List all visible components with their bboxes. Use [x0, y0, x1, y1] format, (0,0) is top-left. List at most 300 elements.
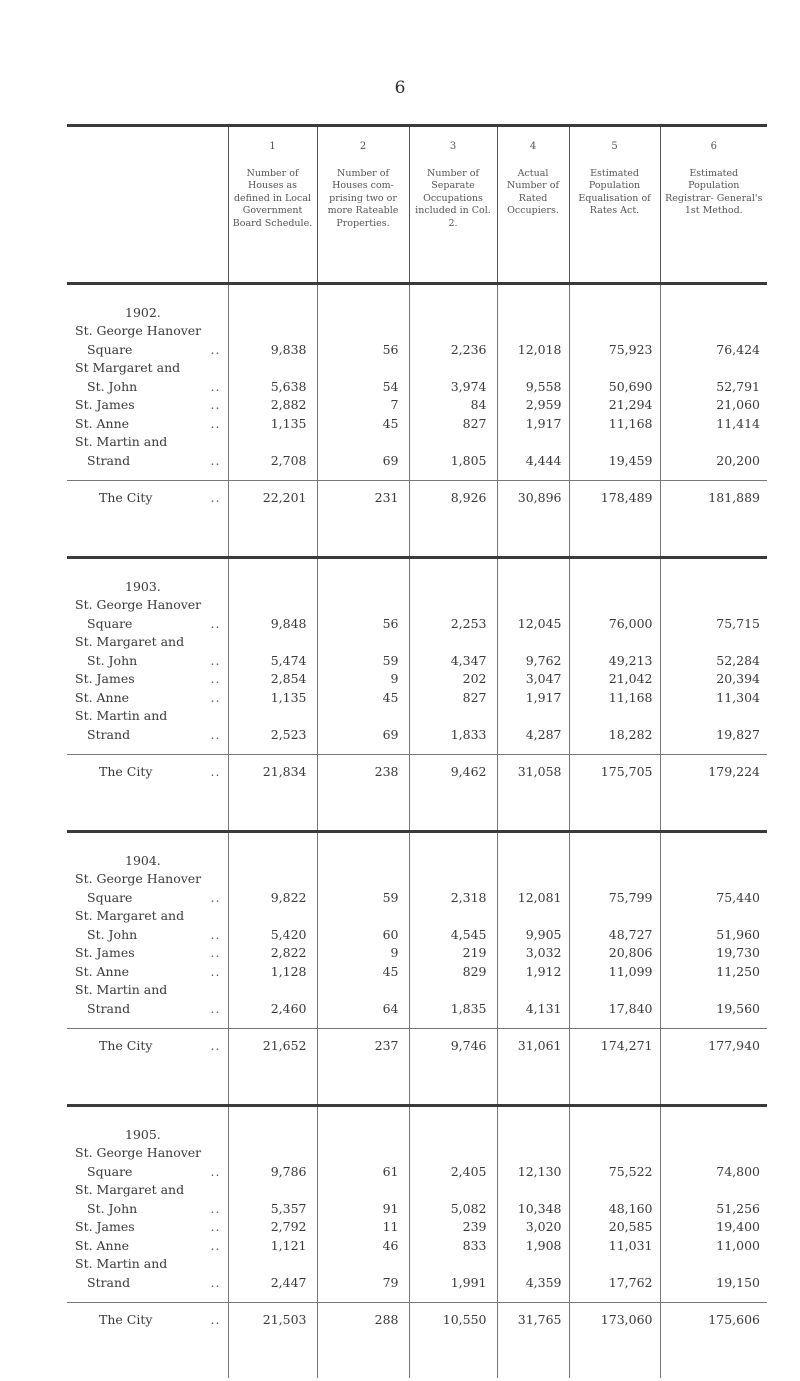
district-name: St. Anne — [75, 1237, 130, 1253]
value-col-3: 2,318 — [409, 889, 497, 908]
empty-cell — [497, 1106, 569, 1126]
table-row — [67, 396, 767, 415]
table-row — [67, 689, 767, 708]
value-col-1: 5,638 — [228, 378, 317, 397]
value-col-2: 59 — [317, 889, 409, 908]
total-col-1: 21,503 — [228, 1303, 317, 1338]
total-col-5: 175,705 — [569, 755, 660, 790]
empty-cell — [409, 1125, 497, 1144]
total-col-3: 8,926 — [409, 481, 497, 516]
empty-cell — [409, 907, 497, 926]
spacer-row — [67, 789, 767, 832]
district-name: Strand — [87, 1274, 131, 1290]
value-col-1: 5,357 — [228, 1200, 317, 1219]
header-row — [67, 126, 767, 284]
total-col-5: 178,489 — [569, 481, 660, 516]
empty-cell — [409, 470, 497, 481]
empty-cell — [228, 907, 317, 926]
empty-cell — [569, 558, 660, 578]
empty-cell — [569, 981, 660, 1000]
table-row — [67, 378, 767, 397]
empty-cell — [228, 433, 317, 452]
empty-cell — [497, 470, 569, 481]
empty-cell — [409, 433, 497, 452]
column-description: Estimated Population Registrar- General's 1st Method. — [665, 167, 763, 216]
table-row — [67, 670, 767, 689]
value-col-2: 69 — [317, 452, 409, 471]
empty-cell — [660, 907, 767, 926]
value-col-1: 2,854 — [228, 670, 317, 689]
empty-cell — [317, 633, 409, 652]
table-row — [67, 652, 767, 671]
empty-cell — [317, 907, 409, 926]
district-name-cell — [67, 396, 228, 415]
value-col-4: 12,130 — [497, 1163, 569, 1182]
empty-cell — [409, 981, 497, 1000]
value-col-6: 51,256 — [660, 1200, 767, 1219]
value-col-1: 5,474 — [228, 652, 317, 671]
empty-cell — [569, 596, 660, 615]
empty-cell — [497, 1063, 569, 1106]
empty-cell — [409, 1106, 497, 1126]
value-col-6: 75,440 — [660, 889, 767, 908]
empty-cell — [660, 515, 767, 558]
empty-cell — [660, 1018, 767, 1029]
district-name-cell — [67, 341, 228, 360]
value-col-4: 2,959 — [497, 396, 569, 415]
district-name: St. James — [75, 1219, 135, 1234]
district-name: Square — [87, 889, 133, 905]
leader-dots: .. — [210, 671, 221, 686]
empty-cell — [228, 981, 317, 1000]
empty-cell — [660, 1125, 767, 1144]
empty-cell — [497, 433, 569, 452]
total-row — [67, 1303, 767, 1338]
spacer-row — [67, 1292, 767, 1303]
district-name: Square — [87, 1163, 133, 1179]
empty-cell — [660, 596, 767, 615]
total-col-3: 9,462 — [409, 755, 497, 790]
empty-cell — [497, 596, 569, 615]
total-col-2: 238 — [317, 755, 409, 790]
leader-dots: .. — [210, 726, 221, 742]
column-number: 2 — [359, 141, 367, 152]
district-name-cell — [67, 670, 228, 689]
value-col-2: 45 — [317, 963, 409, 982]
table-row — [67, 1163, 767, 1182]
value-col-2: 45 — [317, 415, 409, 434]
value-col-2: 9 — [317, 944, 409, 963]
empty-cell — [569, 1337, 660, 1378]
empty-cell — [660, 577, 767, 596]
empty-cell — [660, 744, 767, 755]
leader-dots: .. — [210, 452, 221, 468]
total-col-6: 181,889 — [660, 481, 767, 516]
empty-cell — [228, 851, 317, 870]
value-col-5: 21,042 — [569, 670, 660, 689]
value-col-6: 52,791 — [660, 378, 767, 397]
empty-cell — [569, 1125, 660, 1144]
empty-cell — [497, 1144, 569, 1163]
leader-dots: .. — [210, 763, 221, 779]
district-name-cell — [67, 889, 228, 908]
empty-cell — [569, 515, 660, 558]
empty-cell — [409, 633, 497, 652]
empty-cell — [317, 1125, 409, 1144]
empty-cell — [67, 284, 228, 304]
empty-cell — [497, 633, 569, 652]
empty-cell — [317, 707, 409, 726]
empty-cell — [497, 789, 569, 832]
empty-cell — [497, 558, 569, 578]
value-col-5: 11,099 — [569, 963, 660, 982]
column-header-2 — [317, 126, 409, 284]
empty-cell — [569, 577, 660, 596]
empty-cell — [67, 558, 228, 578]
year-row — [67, 577, 767, 596]
empty-cell — [317, 1337, 409, 1378]
value-col-5: 75,522 — [569, 1163, 660, 1182]
value-col-5: 49,213 — [569, 652, 660, 671]
value-col-6: 11,304 — [660, 689, 767, 708]
leader-dots: .. — [210, 615, 221, 631]
empty-cell — [660, 851, 767, 870]
value-col-2: 69 — [317, 726, 409, 745]
empty-cell — [409, 870, 497, 889]
value-col-3: 827 — [409, 689, 497, 708]
value-col-5: 50,690 — [569, 378, 660, 397]
district-name-row — [67, 322, 767, 341]
empty-cell — [660, 433, 767, 452]
empty-cell — [317, 744, 409, 755]
empty-cell — [569, 744, 660, 755]
empty-cell — [660, 1337, 767, 1378]
empty-cell — [409, 284, 497, 304]
empty-cell — [497, 303, 569, 322]
empty-cell — [317, 1255, 409, 1274]
column-header-4 — [497, 126, 569, 284]
value-col-4: 9,762 — [497, 652, 569, 671]
empty-cell — [497, 870, 569, 889]
table-row — [67, 944, 767, 963]
spacer-row — [67, 515, 767, 558]
year-label: 1902. — [125, 304, 161, 320]
empty-cell — [317, 303, 409, 322]
empty-cell — [497, 981, 569, 1000]
empty-cell — [409, 1063, 497, 1106]
district-name-row — [67, 707, 767, 726]
column-description: Number of Houses com- prising two or more Rateable Properties. — [327, 167, 399, 229]
empty-cell — [497, 907, 569, 926]
empty-cell — [317, 1144, 409, 1163]
table-row — [67, 926, 767, 945]
empty-cell — [228, 633, 317, 652]
district-name-cell — [67, 726, 228, 745]
district-name-line1: St. George Hanover — [75, 1145, 202, 1160]
empty-cell — [228, 1144, 317, 1163]
empty-cell — [67, 470, 228, 481]
empty-cell — [67, 1337, 228, 1378]
leader-dots: .. — [210, 945, 221, 960]
empty-cell — [67, 1292, 228, 1303]
empty-cell — [67, 1018, 228, 1029]
column-description: Number of Houses as defined in Local Government Board Schedule. — [232, 167, 313, 229]
empty-cell — [409, 1255, 497, 1274]
total-label-cell — [67, 481, 228, 516]
value-col-4: 4,359 — [497, 1274, 569, 1293]
total-col-6: 179,224 — [660, 755, 767, 790]
district-name-line1: St. George Hanover — [75, 597, 202, 612]
column-number: 5 — [611, 141, 618, 152]
year-label: 1903. — [125, 578, 161, 594]
value-col-6: 20,200 — [660, 452, 767, 471]
empty-cell — [497, 832, 569, 852]
value-col-3: 2,405 — [409, 1163, 497, 1182]
empty-cell — [317, 515, 409, 558]
empty-cell — [409, 1018, 497, 1029]
leader-dots: .. — [210, 1000, 221, 1016]
value-col-6: 19,730 — [660, 944, 767, 963]
district-name: St. James — [75, 945, 135, 960]
district-name-cell — [67, 1237, 228, 1256]
leader-dots: .. — [210, 689, 221, 705]
empty-cell — [569, 1063, 660, 1106]
empty-cell — [317, 1106, 409, 1126]
empty-cell — [67, 1063, 228, 1106]
empty-cell — [228, 303, 317, 322]
district-name-line1: St. Margaret and — [75, 1182, 185, 1197]
value-col-2: 56 — [317, 615, 409, 634]
value-col-2: 61 — [317, 1163, 409, 1182]
leader-dots: .. — [210, 889, 221, 905]
value-col-1: 5,420 — [228, 926, 317, 945]
value-col-4: 10,348 — [497, 1200, 569, 1219]
column-number: 6 — [710, 141, 717, 152]
empty-cell — [569, 470, 660, 481]
empty-cell — [228, 515, 317, 558]
empty-cell — [569, 1255, 660, 1274]
leader-dots: .. — [210, 415, 221, 431]
empty-cell — [228, 1106, 317, 1126]
empty-cell — [660, 284, 767, 304]
empty-cell — [409, 707, 497, 726]
empty-cell — [569, 907, 660, 926]
year-row — [67, 1125, 767, 1144]
value-col-5: 75,799 — [569, 889, 660, 908]
table-row — [67, 1218, 767, 1237]
empty-cell — [569, 322, 660, 341]
district-name-row — [67, 359, 767, 378]
district-name-cell — [67, 944, 228, 963]
empty-cell — [660, 832, 767, 852]
empty-cell — [409, 744, 497, 755]
value-col-2: 7 — [317, 396, 409, 415]
district-name: Square — [87, 341, 133, 357]
empty-cell — [660, 1144, 767, 1163]
value-col-1: 2,792 — [228, 1218, 317, 1237]
empty-cell — [228, 470, 317, 481]
value-col-2: 59 — [317, 652, 409, 671]
empty-cell — [497, 1337, 569, 1378]
value-col-2: 54 — [317, 378, 409, 397]
value-col-6: 20,394 — [660, 670, 767, 689]
empty-cell — [228, 744, 317, 755]
value-col-3: 827 — [409, 415, 497, 434]
value-col-5: 21,294 — [569, 396, 660, 415]
spacer-row — [67, 832, 767, 852]
value-col-2: 9 — [317, 670, 409, 689]
column-description: Estimated Population Equalisation of Rates Act. — [578, 167, 651, 216]
total-col-6: 177,940 — [660, 1029, 767, 1064]
table-row — [67, 963, 767, 982]
district-name-cell — [67, 1163, 228, 1182]
leader-dots: .. — [210, 1237, 221, 1253]
empty-cell — [317, 470, 409, 481]
empty-cell — [317, 284, 409, 304]
value-col-1: 2,523 — [228, 726, 317, 745]
empty-cell — [660, 981, 767, 1000]
total-col-2: 237 — [317, 1029, 409, 1064]
year-row — [67, 303, 767, 322]
value-col-6: 74,800 — [660, 1163, 767, 1182]
district-name-row — [67, 981, 767, 1000]
empty-cell — [569, 832, 660, 852]
district-name-row — [67, 1181, 767, 1200]
empty-cell — [228, 322, 317, 341]
leader-dots: .. — [210, 1163, 221, 1179]
district-name: St. James — [75, 397, 135, 412]
value-col-5: 11,031 — [569, 1237, 660, 1256]
empty-cell — [409, 832, 497, 852]
district-name-line1: St. Martin and — [75, 1256, 168, 1271]
leader-dots: .. — [210, 963, 221, 979]
column-number: 3 — [449, 141, 457, 152]
empty-cell — [497, 1292, 569, 1303]
empty-cell — [569, 359, 660, 378]
value-col-3: 239 — [409, 1218, 497, 1237]
leader-dots: .. — [210, 1200, 221, 1216]
value-col-5: 17,762 — [569, 1274, 660, 1293]
value-col-3: 833 — [409, 1237, 497, 1256]
leader-dots: .. — [210, 378, 221, 394]
empty-cell — [409, 322, 497, 341]
district-name-line1: St Margaret and — [75, 360, 181, 375]
leader-dots: .. — [210, 926, 221, 942]
district-name-row — [67, 870, 767, 889]
district-name-cell — [67, 452, 228, 471]
empty-cell — [317, 1018, 409, 1029]
column-header-1 — [228, 126, 317, 284]
district-name-line1: St. Martin and — [75, 434, 168, 449]
value-col-1: 1,135 — [228, 689, 317, 708]
value-col-4: 12,018 — [497, 341, 569, 360]
district-name: Strand — [87, 1000, 131, 1016]
total-col-4: 31,765 — [497, 1303, 569, 1338]
value-col-3: 1,805 — [409, 452, 497, 471]
empty-cell — [317, 1063, 409, 1106]
empty-cell — [497, 851, 569, 870]
empty-cell — [228, 1292, 317, 1303]
total-col-1: 22,201 — [228, 481, 317, 516]
empty-cell — [569, 1181, 660, 1200]
district-name: St. John — [87, 1200, 138, 1216]
district-name: St. Anne — [75, 963, 130, 979]
empty-cell — [228, 558, 317, 578]
year-block — [67, 284, 767, 558]
district-name: St. John — [87, 378, 138, 394]
value-col-3: 1,991 — [409, 1274, 497, 1293]
value-col-3: 4,347 — [409, 652, 497, 671]
empty-cell — [569, 870, 660, 889]
value-col-3: 84 — [409, 396, 497, 415]
empty-cell — [569, 433, 660, 452]
value-col-6: 76,424 — [660, 341, 767, 360]
district-name: Strand — [87, 726, 131, 742]
district-name-cell — [67, 1200, 228, 1219]
empty-cell — [409, 1292, 497, 1303]
empty-cell — [409, 558, 497, 578]
empty-cell — [228, 359, 317, 378]
empty-cell — [497, 359, 569, 378]
spacer-row — [67, 1063, 767, 1106]
empty-cell — [317, 596, 409, 615]
value-col-5: 48,727 — [569, 926, 660, 945]
empty-cell — [409, 515, 497, 558]
empty-cell — [409, 1144, 497, 1163]
empty-cell — [409, 1337, 497, 1378]
value-col-3: 219 — [409, 944, 497, 963]
population-table — [67, 124, 767, 1378]
value-col-5: 18,282 — [569, 726, 660, 745]
total-col-1: 21,834 — [228, 755, 317, 790]
district-name-cell — [67, 378, 228, 397]
value-col-2: 91 — [317, 1200, 409, 1219]
value-col-4: 1,912 — [497, 963, 569, 982]
district-name: Square — [87, 615, 133, 631]
value-col-4: 9,905 — [497, 926, 569, 945]
total-col-6: 175,606 — [660, 1303, 767, 1338]
empty-cell — [569, 1144, 660, 1163]
column-header-6 — [660, 126, 767, 284]
empty-cell — [660, 1063, 767, 1106]
value-col-6: 11,414 — [660, 415, 767, 434]
empty-cell — [569, 633, 660, 652]
empty-cell — [228, 1337, 317, 1378]
value-col-2: 60 — [317, 926, 409, 945]
empty-cell — [67, 789, 228, 832]
column-number: 4 — [529, 141, 537, 152]
table-row — [67, 1000, 767, 1019]
empty-cell — [228, 1125, 317, 1144]
district-name-cell — [67, 615, 228, 634]
value-col-4: 9,558 — [497, 378, 569, 397]
value-col-4: 3,047 — [497, 670, 569, 689]
leader-dots: .. — [210, 1274, 221, 1290]
value-col-1: 9,786 — [228, 1163, 317, 1182]
value-col-3: 829 — [409, 963, 497, 982]
table-row — [67, 415, 767, 434]
table-row — [67, 1200, 767, 1219]
empty-cell — [409, 596, 497, 615]
total-label: The City — [99, 763, 153, 779]
column-number: 1 — [269, 141, 276, 152]
value-col-4: 4,287 — [497, 726, 569, 745]
empty-cell — [660, 1181, 767, 1200]
empty-cell — [660, 633, 767, 652]
empty-cell — [67, 1106, 228, 1126]
leader-dots: .. — [210, 341, 221, 357]
value-col-1: 2,708 — [228, 452, 317, 471]
